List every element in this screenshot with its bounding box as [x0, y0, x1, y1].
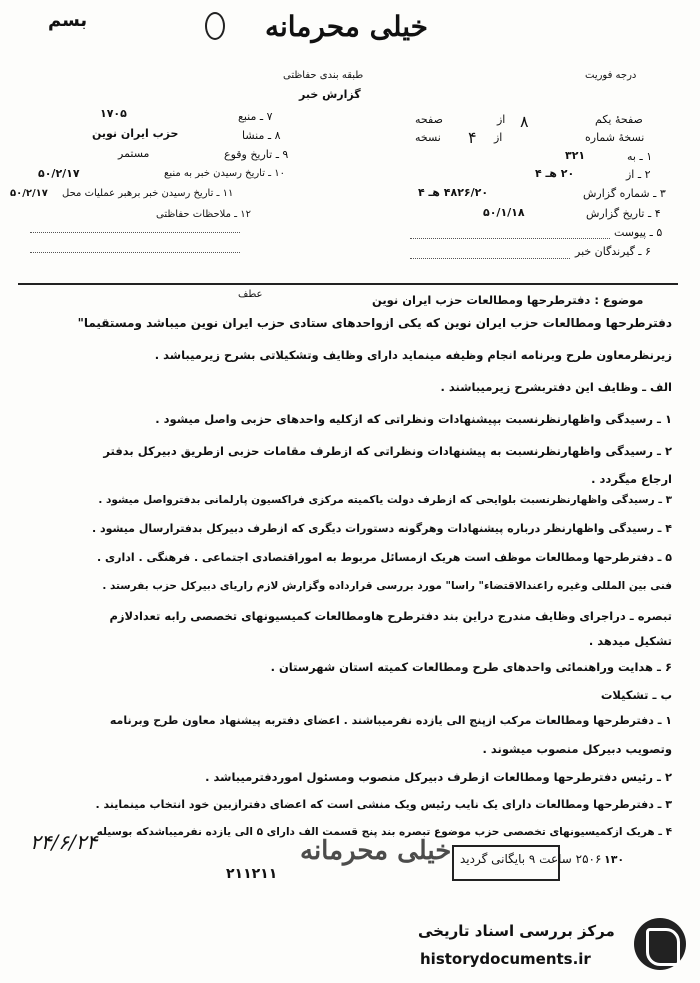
left-field-label: ۱۱ ـ تاریخ رسیدن خبر برهبر عملیات محل [62, 188, 234, 199]
body-line: فنی بین المللی وغیره راعندالاقتضاء" راسا" مورد بررسی قرارداده وگزارش لازم راریای دبیرکل حزب بفرستد . [102, 580, 672, 592]
body-line: ۵ ـ دفترطرحها ومطالعات موظف است هریک ازمسائل مربوط به اموراقتصادی اجتماعی . فرهنگی . اداری . [97, 551, 672, 564]
classification-stamp: خیلی محرمانه [265, 10, 428, 43]
right-field-value: ۳۲۱ [565, 149, 586, 162]
classification-sub: طبقه بندی حفاظتی [283, 70, 364, 81]
body-line: ۶ ـ هدایت وراهنمائی واحدهای طرح ومطالعات کمیته استان شهرستان . [270, 660, 672, 674]
body-line: تبصره ـ دراجرای وظایف مندرج دراین بند دفترطرح هاومطالعات کمیسیونهای تخصصی رابه تعدادلازم [109, 609, 672, 623]
watermark-title: مرکز بررسی اسناد تاریخی [418, 922, 615, 940]
body-line: زیرنظرمعاون طرح وبرنامه انجام وظیفه مینماید دارای وظایف وتشکیلاتی بشرح زیرمیباشد . [154, 348, 672, 362]
right-field-label: نسخهٔ شماره [585, 131, 645, 144]
subject-line: موضوع : دفترطرحها ومطالعات حزب ایران نوین [372, 293, 644, 307]
handwritten-signature: ۲۴/۶/۲۴ [30, 830, 98, 854]
right-field-label: صفحهٔ یکم [595, 113, 643, 126]
left-field-label: ۹ ـ تاریخ وقوع [224, 148, 289, 161]
left-field-label: ۱۰ ـ تاریخ رسیدن خبر به منبع [164, 168, 286, 179]
left-field-value: ۱۷۰۵ [100, 107, 127, 120]
page-code: ۱۳۰ [604, 853, 625, 866]
archive-stamp-text: ۲۵۰۶ ساعت ۹ بایگانی گردید [460, 852, 602, 866]
dotted-line [410, 258, 570, 259]
right-field-label: ۶ ـ گیرندگان خبر [575, 245, 651, 258]
left-field-value: مستمر [118, 147, 150, 160]
left-field-label: ۷ ـ منبع [238, 110, 273, 123]
body-line: ۴ ـ رسیدگی واظهارنظر درباره پیشنهادات وهرگونه دستورات دیگری که ازطرف دبیرکل بدفترارسال میشود . [91, 522, 672, 535]
body-line: ارجاع میگردد . [591, 472, 672, 486]
right-field-value: ۵۰/۱/۱۸ [483, 206, 525, 219]
right-field-hand: ۸ [520, 112, 529, 131]
dotted-line [30, 232, 240, 233]
right-field-mid: از [497, 113, 506, 126]
body-line: وتصویب دبیرکل منصوب میشوند . [482, 742, 672, 756]
left-field-value: ۵۰/۲/۱۷ [38, 167, 80, 180]
body-line: ۳ ـ رسیدگی واظهارنظرنسبت بلوایحی که ازطرف دولت یاکمیته مرکزی فراکسیون پارلمانی بدفترواصل میشود . [98, 494, 672, 506]
dotted-line [410, 238, 610, 239]
right-field-mid: از [494, 131, 503, 144]
watermark-url[interactable]: historydocuments.ir [420, 950, 591, 968]
left-field-value: حزب ایران نوین [92, 127, 179, 140]
header-divider [18, 283, 678, 285]
body-line: ۴ ـ هریک ازکمیسیونهای تخصصی حزب موضوع تبصره بند پنج قسمت الف دارای ۵ الی یازده نفرمیباشدکه بوسیله [96, 826, 672, 838]
body-line: ۳ ـ دفترطرحها ومطالعات دارای یک نایب رئیس ویک منشی است که اعضای دفترازبین خود انتخاب مینمایند . [95, 798, 672, 811]
section-heading: ب ـ تشکیلات [600, 688, 672, 702]
right-field-hand: ۴ [468, 128, 477, 147]
right-field-label: ۳ ـ شماره گزارش [583, 187, 666, 200]
body-line: الف ـ وظایف این دفتربشرح زیرمیباشند . [440, 380, 672, 394]
right-field-label: ۲ ـ از [626, 168, 651, 181]
classification-stamp-bottom: خیلی محرمانه [300, 836, 452, 866]
left-field-label: ۱۲ ـ ملاحظات حفاظتی [156, 209, 251, 220]
urgency-label: درجه فوریت [585, 70, 637, 81]
right-field-value: ۴۸۲۶/۲۰ هـ ۴ [418, 186, 489, 199]
right-field-value: ۲۰ هـ ۴ [535, 167, 575, 180]
report-title: گزارش خبر [299, 88, 361, 101]
right-field-unit: صفحه [415, 113, 443, 126]
body-line: دفترطرحها ومطالعات حزب ایران نوین که یکی ازواحدهای ستادی حزب ایران نوین میباشد ومستقیما" [77, 316, 672, 330]
right-field-label: ۴ ـ تاریخ گزارش [586, 207, 661, 220]
body-line: ۱ ـ دفترطرحها ومطالعات مرکب ازپنج الی یازده نفرمیباشند . اعضای دفتربه پیشنهاد معاون طرح وبرنامه [109, 714, 672, 727]
seal-icon [205, 12, 225, 40]
left-field-value: ۵۰/۲/۱۷ [10, 188, 48, 199]
right-field-label: ۵ ـ پیوست [614, 226, 663, 239]
right-field-label: ۱ ـ به [627, 150, 653, 163]
atf-label: عطف [238, 289, 263, 300]
left-field-label: ۸ ـ منشا [242, 129, 281, 142]
body-line: ۲ ـ رئیس دفترطرحها ومطالعات ازطرف دبیرکل منصوب ومسئول اموردفترمیباشد . [205, 770, 672, 784]
body-line: ۲ ـ رسیدگی واظهارنظرنسبت به پیشنهادات ونظراتی که ازطرف مقامات حزبی ازطریق دبیرکل بدفتر [103, 444, 672, 458]
bismillah-mark: بسم [48, 10, 88, 31]
right-field-unit: نسخه [415, 131, 441, 144]
body-line: ۱ ـ رسیدگی واظهارنظرنسبت بپیشنهادات ونظراتی که ازکلیه واحدهای حزبی واصل میشود . [155, 412, 672, 426]
archive-logo-icon-inner [646, 928, 680, 966]
dotted-line [30, 252, 240, 253]
body-line: تشکیل میدهد . [588, 634, 672, 648]
document-number: ۲۱۱۲۱۱ [226, 866, 278, 882]
